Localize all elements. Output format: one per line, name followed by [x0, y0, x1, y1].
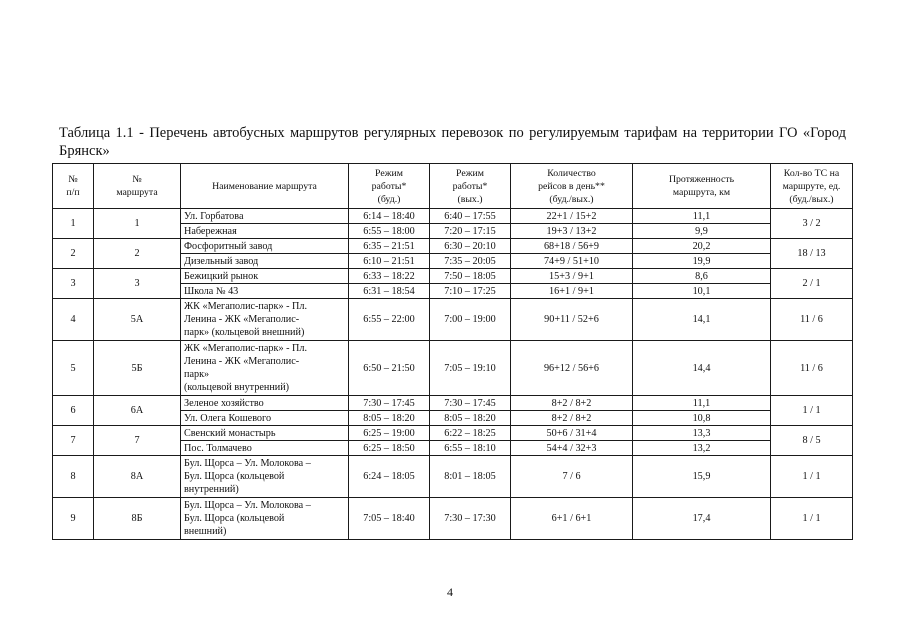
- route-name-line: Бул. Щорса – Ул. Молокова –: [184, 458, 311, 469]
- cell-route-name: [181, 426, 349, 441]
- cell-route-number: 6А: [94, 396, 181, 426]
- header-vehicles: Кол-во ТС на маршруте, ед. (буд./вых.): [771, 164, 853, 209]
- table-row: [53, 426, 853, 441]
- route-name-line: Школа № 43: [184, 285, 239, 297]
- cell-route-name: [181, 299, 349, 341]
- cell-length: 14,4: [633, 341, 771, 396]
- cell-trips: 6+1 / 6+1: [511, 498, 633, 540]
- route-name-line: Свенский монастырь: [184, 427, 276, 439]
- route-name-line: Зеленое хозяйство: [184, 397, 264, 409]
- cell-mode-weekend: 7:05 – 19:10: [430, 341, 511, 396]
- cell-mode-weekday: 6:55 – 18:00: [349, 224, 430, 239]
- cell-route-name: [181, 254, 349, 269]
- cell-trips: 16+1 / 9+1: [511, 284, 633, 299]
- cell-trips: 22+1 / 15+2: [511, 209, 633, 224]
- cell-trips: 50+6 / 31+4: [511, 426, 633, 441]
- cell-vehicles: 1 / 1: [771, 396, 853, 426]
- cell-vehicles: 11 / 6: [771, 341, 853, 396]
- cell-trips: 19+3 / 13+2: [511, 224, 633, 239]
- cell-length: 11,1: [633, 209, 771, 224]
- cell-mode-weekend: 6:22 – 18:25: [430, 426, 511, 441]
- cell-route-number: 3: [94, 269, 181, 299]
- table-row: [53, 269, 853, 284]
- cell-mode-weekday: 6:55 – 22:00: [349, 299, 430, 341]
- page-number: 4: [447, 585, 453, 599]
- cell-vehicles: 3 / 2: [771, 209, 853, 239]
- cell-mode-weekend: 7:30 – 17:30: [430, 498, 511, 540]
- table-row: [53, 456, 853, 498]
- cell-num: 4: [53, 299, 94, 341]
- cell-route-number: 2: [94, 239, 181, 269]
- routes-table: [52, 163, 853, 540]
- cell-mode-weekend: 7:20 – 17:15: [430, 224, 511, 239]
- cell-route-name: [181, 209, 349, 224]
- header-name: Наименование маршрута: [181, 164, 349, 209]
- cell-route-number: 8Б: [94, 498, 181, 540]
- cell-mode-weekend: 8:01 – 18:05: [430, 456, 511, 498]
- cell-length: 13,2: [633, 441, 771, 456]
- route-name-line: внешний): [184, 526, 227, 537]
- cell-vehicles: 8 / 5: [771, 426, 853, 456]
- cell-mode-weekday: 6:50 – 21:50: [349, 341, 430, 396]
- table-row: [53, 396, 853, 411]
- table-row: [53, 341, 853, 396]
- route-name-line: Бул. Щорса (кольцевой: [184, 471, 285, 482]
- cell-length: 19,9: [633, 254, 771, 269]
- cell-route-name: [181, 411, 349, 426]
- cell-length: 8,6: [633, 269, 771, 284]
- route-name-line: Ленина - ЖК «Мегаполис-: [184, 314, 300, 325]
- cell-route-number: 5Б: [94, 341, 181, 396]
- cell-num: 9: [53, 498, 94, 540]
- route-name-line: Бул. Щорса – Ул. Молокова –: [184, 500, 311, 511]
- cell-trips: 8+2 / 8+2: [511, 411, 633, 426]
- cell-length: 17,4: [633, 498, 771, 540]
- cell-mode-weekday: 6:24 – 18:05: [349, 456, 430, 498]
- route-name-line: Дизельный завод: [184, 255, 259, 267]
- cell-mode-weekday: 6:31 – 18:54: [349, 284, 430, 299]
- table-row: [53, 239, 853, 254]
- route-name-line: Ленина - ЖК «Мегаполис-: [184, 356, 300, 367]
- header-length: Протяженность маршрута, км: [633, 164, 771, 209]
- header-num: № п/п: [53, 164, 94, 209]
- route-name-line: Бул. Щорса (кольцевой: [184, 513, 285, 524]
- cell-length: 15,9: [633, 456, 771, 498]
- cell-vehicles: 18 / 13: [771, 239, 853, 269]
- cell-mode-weekday: 6:33 – 18:22: [349, 269, 430, 284]
- cell-mode-weekday: 6:10 – 21:51: [349, 254, 430, 269]
- cell-mode-weekend: 7:30 – 17:45: [430, 396, 511, 411]
- cell-mode-weekday: 7:30 – 17:45: [349, 396, 430, 411]
- cell-mode-weekday: 6:25 – 19:00: [349, 426, 430, 441]
- routes-table-body: [53, 209, 853, 540]
- header-mode-weekend: Режим работы* (вых.): [430, 164, 511, 209]
- cell-route-name: [181, 341, 349, 396]
- cell-vehicles: 1 / 1: [771, 498, 853, 540]
- cell-mode-weekend: 6:30 – 20:10: [430, 239, 511, 254]
- cell-mode-weekday: 6:14 – 18:40: [349, 209, 430, 224]
- route-name-line: Ул. Олега Кошевого: [184, 412, 272, 424]
- cell-route-name: [181, 239, 349, 254]
- cell-route-name: [181, 269, 349, 284]
- cell-route-name: [181, 456, 349, 498]
- cell-trips: 54+4 / 32+3: [511, 441, 633, 456]
- cell-trips: 68+18 / 56+9: [511, 239, 633, 254]
- route-name-line: Фосфоритный завод: [184, 240, 273, 252]
- cell-vehicles: 2 / 1: [771, 269, 853, 299]
- cell-mode-weekend: 8:05 – 18:20: [430, 411, 511, 426]
- cell-length: 13,3: [633, 426, 771, 441]
- route-name-line: (кольцевой внутренний): [184, 382, 290, 393]
- cell-trips: 8+2 / 8+2: [511, 396, 633, 411]
- cell-trips: 90+11 / 52+6: [511, 299, 633, 341]
- cell-num: 1: [53, 209, 94, 239]
- cell-length: 10,1: [633, 284, 771, 299]
- header-route: № маршрута: [94, 164, 181, 209]
- cell-num: 8: [53, 456, 94, 498]
- route-name-line: парк» (кольцевой внешний): [184, 327, 305, 338]
- table-row: [53, 209, 853, 224]
- table-row: [53, 498, 853, 540]
- cell-mode-weekday: 6:35 – 21:51: [349, 239, 430, 254]
- cell-route-name: [181, 224, 349, 239]
- cell-vehicles: 1 / 1: [771, 456, 853, 498]
- cell-vehicles: 11 / 6: [771, 299, 853, 341]
- cell-num: 7: [53, 426, 94, 456]
- cell-length: 20,2: [633, 239, 771, 254]
- table-row: [53, 299, 853, 341]
- cell-mode-weekday: 7:05 – 18:40: [349, 498, 430, 540]
- cell-route-name: [181, 284, 349, 299]
- table-header-row: [53, 164, 853, 209]
- route-name-line: Ул. Горбатова: [184, 210, 244, 222]
- route-name-line: ЖК «Мегаполис-парк» - Пл.: [184, 301, 308, 312]
- cell-route-number: 7: [94, 426, 181, 456]
- route-name-line: Пос. Толмачево: [184, 442, 252, 454]
- cell-mode-weekend: 6:40 – 17:55: [430, 209, 511, 224]
- cell-mode-weekday: 8:05 – 18:20: [349, 411, 430, 426]
- cell-num: 5: [53, 341, 94, 396]
- cell-mode-weekend: 6:55 – 18:10: [430, 441, 511, 456]
- route-name-line: Бежицкий рынок: [184, 270, 259, 282]
- cell-mode-weekend: 7:10 – 17:25: [430, 284, 511, 299]
- header-mode-weekday: Режим работы* (буд.): [349, 164, 430, 209]
- cell-length: 11,1: [633, 396, 771, 411]
- route-name-line: Набережная: [184, 225, 237, 237]
- cell-mode-weekday: 6:25 – 18:50: [349, 441, 430, 456]
- cell-num: 3: [53, 269, 94, 299]
- cell-num: 2: [53, 239, 94, 269]
- header-trips: Количество рейсов в день** (буд./вых.): [511, 164, 633, 209]
- cell-trips: 15+3 / 9+1: [511, 269, 633, 284]
- cell-route-number: 1: [94, 209, 181, 239]
- cell-route-number: 8А: [94, 456, 181, 498]
- cell-length: 10,8: [633, 411, 771, 426]
- cell-trips: 7 / 6: [511, 456, 633, 498]
- cell-route-name: [181, 396, 349, 411]
- route-name-line: ЖК «Мегаполис-парк» - Пл.: [184, 343, 308, 354]
- cell-mode-weekend: 7:35 – 20:05: [430, 254, 511, 269]
- cell-route-name: [181, 441, 349, 456]
- route-name-line: парк»: [184, 369, 210, 380]
- cell-route-name: [181, 498, 349, 540]
- cell-num: 6: [53, 396, 94, 426]
- table-caption: Таблица 1.1 - Перечень автобусных маршрутов регулярных перевозок по регулируемым тарифам на территории ГО «Город Брянск»: [59, 125, 846, 159]
- cell-length: 14,1: [633, 299, 771, 341]
- cell-trips: 96+12 / 56+6: [511, 341, 633, 396]
- cell-mode-weekend: 7:50 – 18:05: [430, 269, 511, 284]
- cell-route-number: 5А: [94, 299, 181, 341]
- route-name-line: внутренний): [184, 484, 239, 495]
- cell-mode-weekend: 7:00 – 19:00: [430, 299, 511, 341]
- cell-trips: 74+9 / 51+10: [511, 254, 633, 269]
- cell-length: 9,9: [633, 224, 771, 239]
